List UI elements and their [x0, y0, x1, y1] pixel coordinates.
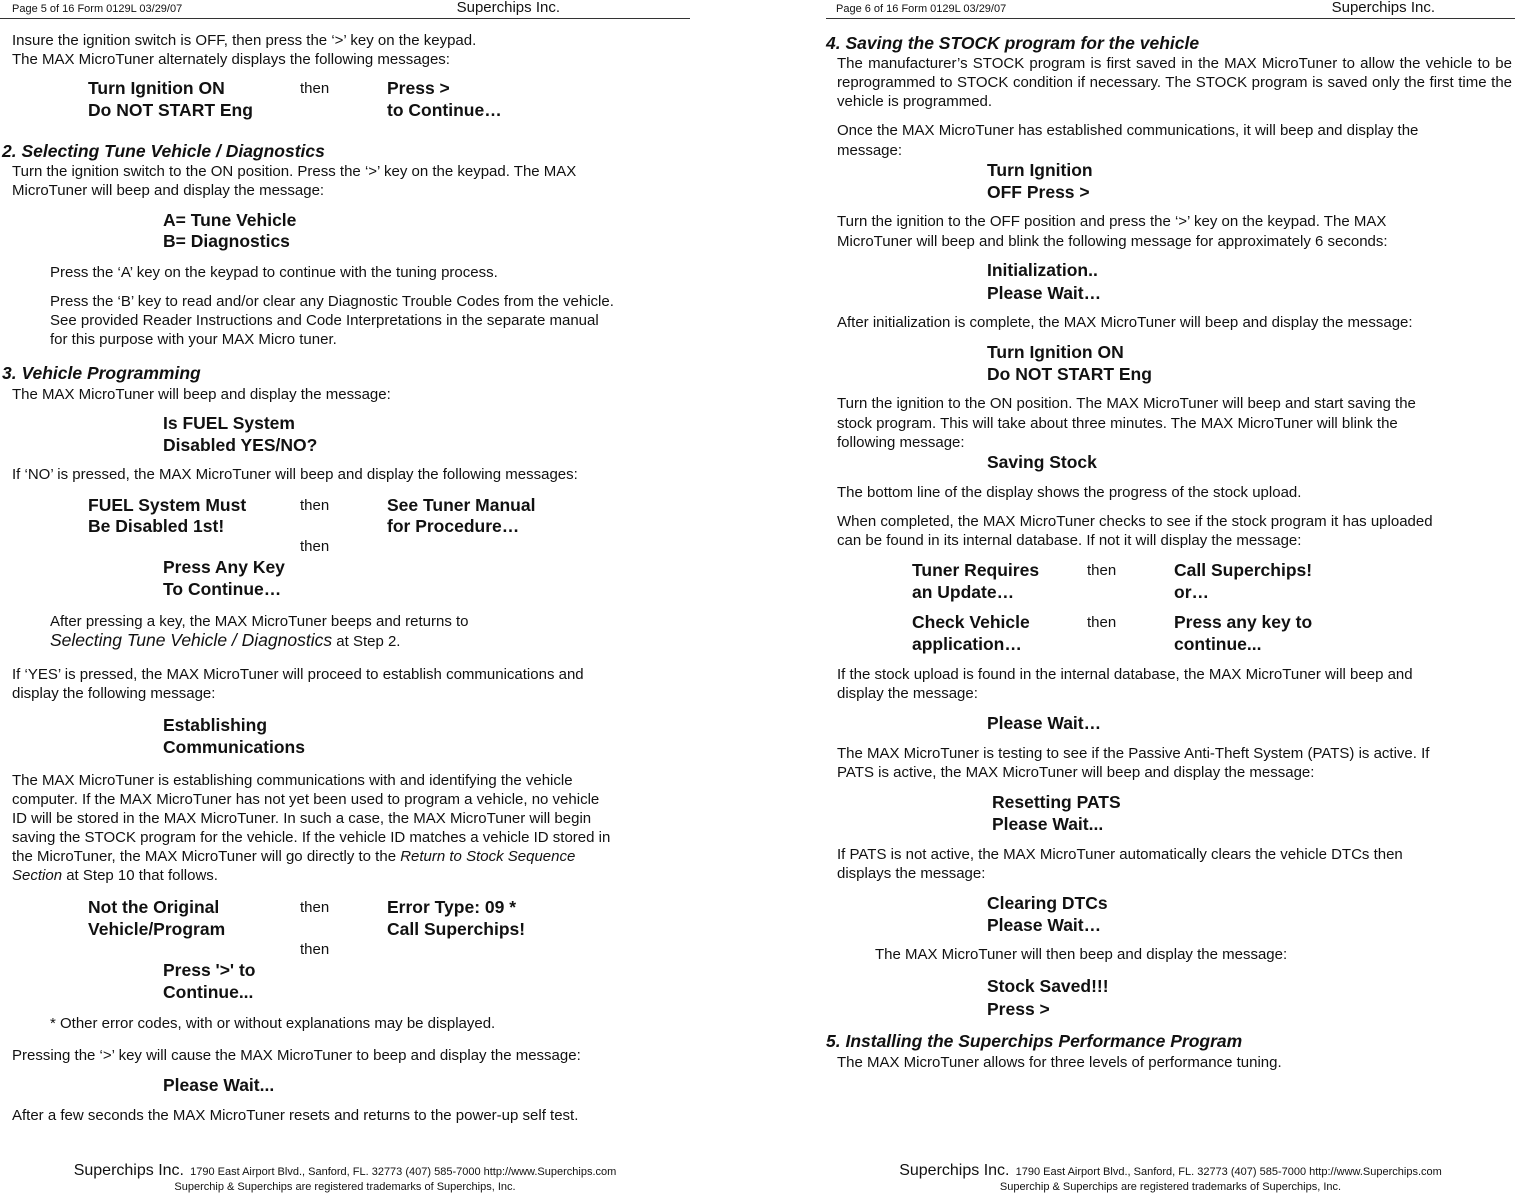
- page-header: [0, 0, 690, 19]
- display-message: Please Wait…: [987, 915, 1102, 935]
- paragraph: can be found in its internal database. If not it will display the message:: [837, 532, 1302, 549]
- display-message: to Continue…: [387, 100, 502, 120]
- paragraph: following message:: [837, 434, 965, 451]
- right-page: [826, 0, 1515, 1195]
- paragraph: The MAX MicroTuner allows for three levels of performance tuning.: [837, 1054, 1282, 1071]
- display-message: Call Superchips!: [1174, 560, 1313, 580]
- page-footer: [0, 1162, 690, 1193]
- display-message: for Procedure…: [387, 516, 520, 536]
- display-message: Check Vehicle: [912, 612, 1030, 632]
- paragraph: Press the ‘B’ key to read and/or clear any Diagnostic Trouble Codes from the vehicle.: [50, 293, 614, 310]
- page-number: Page 6 of 16 Form 0129L 03/29/07: [836, 3, 1007, 15]
- page-header: [826, 0, 1515, 19]
- display-message: Tuner Requires: [912, 560, 1040, 580]
- paragraph: If ‘YES’ is pressed, the MAX MicroTuner will proceed to establish communications and: [12, 666, 584, 683]
- display-message: OFF Press >: [987, 182, 1090, 202]
- paragraph: See provided Reader Instructions and Code Interpretations in the separate manual: [50, 312, 599, 329]
- display-message: Not the Original: [88, 897, 220, 917]
- paragraph: The MAX MicroTuner will then beep and display the message:: [875, 946, 1288, 963]
- display-message: Turn Ignition: [987, 160, 1093, 180]
- display-message: Please Wait…: [987, 713, 1102, 733]
- display-message: Clearing DTCs: [987, 893, 1108, 913]
- footer-brand: Superchips Inc.: [73, 1162, 184, 1179]
- paragraph: If PATS is not active, the MAX MicroTuner automatically clears the vehicle DTCs then: [837, 846, 1403, 863]
- paragraph: After initialization is complete, the MAX MicroTuner will beep and display the message:: [837, 314, 1413, 331]
- paragraph: MicroTuner will beep and blink the following message for approximately 6 seconds:: [837, 233, 1388, 250]
- paragraph: Press the ‘A’ key on the keypad to continue with the tuning process.: [50, 264, 498, 281]
- display-message: Please Wait…: [987, 283, 1102, 303]
- paragraph: The MAX MicroTuner will beep and display the message:: [12, 386, 391, 403]
- display-message: Press >: [987, 999, 1050, 1019]
- paragraph: If the stock upload is found in the internal database, the MAX MicroTuner will beep and: [837, 666, 1413, 683]
- display-message: Error Type: 09 *: [387, 897, 517, 917]
- display-message: Press '>' to: [163, 960, 256, 980]
- display-message: Press >: [387, 78, 450, 98]
- display-message: Press Any Key: [163, 557, 285, 577]
- display-message: Do NOT START Eng: [987, 364, 1152, 384]
- display-message: Continue...: [163, 982, 254, 1002]
- display-message: Stock Saved!!!: [987, 976, 1109, 996]
- display-message: Call Superchips!: [387, 919, 526, 939]
- then-label: then: [300, 80, 330, 97]
- display-message: or…: [1174, 582, 1209, 602]
- display-message: Turn Ignition ON: [987, 342, 1124, 362]
- display-message: an Update…: [912, 582, 1015, 602]
- display-message: Disabled YES/NO?: [163, 435, 318, 455]
- footer-address: 1790 East Airport Blvd., Sanford, FL. 32773 (407) 585-7000 http://www.Superchips.com: [190, 1166, 617, 1178]
- paragraph: When completed, the MAX MicroTuner checks to see if the stock program it has uploaded: [837, 513, 1433, 530]
- paragraph: [12, 847, 575, 866]
- paragraph: [12, 866, 218, 885]
- paragraph: PATS is active, the MAX MicroTuner will beep and display the message:: [837, 764, 1315, 781]
- paragraph: After a few seconds the MAX MicroTuner resets and returns to the power-up self test.: [12, 1107, 579, 1124]
- paragraph: computer. If the MAX MicroTuner has not yet been used to program a vehicle, no vehicle: [12, 791, 600, 808]
- display-message: See Tuner Manual: [387, 495, 536, 515]
- paragraph: stock program. This will take about three minutes. The MAX MicroTuner will blink the: [837, 415, 1398, 432]
- section-heading: 5. Installing the Superchips Performance Program: [826, 1031, 1243, 1051]
- display-message: Is FUEL System: [163, 413, 295, 433]
- then-label: then: [300, 941, 330, 958]
- paragraph: The MAX MicroTuner is testing to see if the Passive Anti-Theft System (PATS) is active. If: [837, 745, 1430, 762]
- paragraph: MicroTuner will beep and display the message:: [12, 182, 325, 199]
- paragraph: The MAX MicroTuner is establishing communications with and identifying the vehicle: [12, 772, 573, 789]
- paragraph: If ‘NO’ is pressed, the MAX MicroTuner will beep and display the following messages:: [12, 466, 578, 483]
- display-message: Establishing: [163, 715, 268, 735]
- display-message: To Continue…: [163, 579, 282, 599]
- section-reference: Section: [12, 867, 63, 884]
- paragraph: [50, 631, 400, 651]
- then-label: then: [1087, 562, 1117, 579]
- display-message: B= Diagnostics: [163, 231, 290, 251]
- display-message: Resetting PATS: [992, 792, 1121, 812]
- display-message: Vehicle/Program: [88, 919, 226, 939]
- paragraph: Turn the ignition to the ON position. The MAX MicroTuner will beep and start saving the: [837, 395, 1416, 412]
- left-page: [0, 0, 690, 1195]
- display-message: A= Tune Vehicle: [163, 210, 297, 230]
- display-message: Do NOT START Eng: [88, 100, 253, 120]
- paragraph: Pressing the ‘>’ key will cause the MAX MicroTuner to beep and display the message:: [12, 1047, 581, 1064]
- footer-brand: Superchips Inc.: [899, 1162, 1010, 1179]
- display-message: Initialization..: [987, 260, 1098, 280]
- then-label: then: [300, 538, 330, 555]
- display-message: application…: [912, 634, 1022, 654]
- paragraph: ID will be stored in the MAX MicroTuner. In such a case, the MAX MicroTuner will begin: [12, 810, 592, 827]
- footnote: * Other error codes, with or without explanations may be displayed.: [50, 1015, 496, 1032]
- display-message: Turn Ignition ON: [88, 78, 225, 98]
- paragraph: saving the STOCK program for the vehicle. If the vehicle ID matches a vehicle ID stored in: [12, 829, 611, 846]
- display-message: Communications: [163, 737, 305, 757]
- display-message: Saving Stock: [987, 452, 1097, 472]
- display-message: continue...: [1174, 634, 1262, 654]
- section-heading: 3. Vehicle Programming: [2, 363, 201, 383]
- paragraph: displays the message:: [837, 865, 986, 882]
- paragraph: display the following message:: [12, 685, 216, 702]
- paragraph: Turn the ignition switch to the ON position. Press the ‘>’ key on the keypad. The MAX: [12, 163, 577, 180]
- paragraph: Once the MAX MicroTuner has established communications, it will beep and display the: [837, 122, 1419, 139]
- paragraph: The manufacturer’s STOCK program is first saved in the MAX MicroTuner to allow the vehicle to be reprogrammed to STOCK condition if necessary. The STOCK program is saved only the first time the vehicle is programmed.: [837, 55, 1512, 110]
- display-message: FUEL System Must: [88, 495, 247, 515]
- then-label: then: [1087, 614, 1117, 631]
- then-label: then: [300, 497, 330, 514]
- paragraph: After pressing a key, the MAX MicroTuner beeps and returns to: [50, 613, 469, 630]
- display-message: Please Wait...: [163, 1075, 275, 1095]
- page-footer: [826, 1162, 1515, 1193]
- text-run: the MicroTuner, the MAX MicroTuner will go directly to the: [12, 848, 401, 865]
- step-reference-tail: at Step 2.: [332, 633, 401, 650]
- paragraph: Turn the ignition to the OFF position and press the ‘>’ key on the keypad. The MAX: [837, 213, 1387, 230]
- footer-address: 1790 East Airport Blvd., Sanford, FL. 32773 (407) 585-7000 http://www.Superchips.com: [1015, 1166, 1442, 1178]
- display-message: Be Disabled 1st!: [88, 516, 225, 536]
- paragraph: display the message:: [837, 685, 978, 702]
- brand-name: Superchips Inc.: [1331, 0, 1435, 16]
- text-run: at Step 10 that follows.: [62, 867, 218, 884]
- display-message: Please Wait...: [992, 814, 1104, 834]
- paragraph: message:: [837, 142, 903, 159]
- section-heading: 4. Saving the STOCK program for the vehicle: [826, 33, 1200, 53]
- section-heading: 2. Selecting Tune Vehicle / Diagnostics: [2, 141, 325, 161]
- paragraph: The MAX MicroTuner alternately displays the following messages:: [12, 51, 450, 68]
- then-label: then: [300, 899, 330, 916]
- paragraph: Insure the ignition switch is OFF, then press the ‘>’ key on the keypad.: [12, 32, 477, 49]
- footer-trademark: Superchip & Superchips are registered trademarks of Superchips, Inc.: [174, 1181, 516, 1193]
- paragraph: for this purpose with your MAX Micro tuner.: [50, 331, 337, 348]
- paragraph: The bottom line of the display shows the progress of the stock upload.: [837, 484, 1302, 501]
- section-reference: Return to Stock Sequence: [400, 848, 576, 865]
- step-reference: Selecting Tune Vehicle / Diagnostics: [50, 630, 333, 650]
- page-number: Page 5 of 16 Form 0129L 03/29/07: [12, 3, 183, 15]
- footer-trademark: Superchip & Superchips are registered trademarks of Superchips, Inc.: [999, 1181, 1342, 1193]
- display-message: Press any key to: [1174, 612, 1313, 632]
- brand-name: Superchips Inc.: [456, 0, 560, 16]
